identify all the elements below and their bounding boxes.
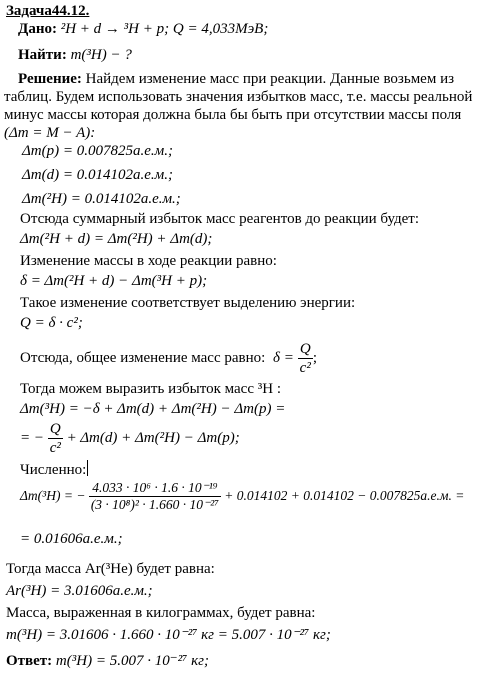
eq-numeric-result: = 0.01606а.е.м.; (20, 531, 123, 547)
eq-numeric-fraction (89, 480, 221, 513)
find-label: Найти: (18, 47, 67, 63)
eq-total-fraction (298, 340, 313, 377)
solution-label: Решение: (18, 71, 82, 87)
text-express: Тогда можем выразить избыток масс ³H : (20, 381, 281, 397)
eq-q: Q = δ · c²; (20, 315, 83, 331)
eq-total-numerator: Q (298, 340, 313, 359)
given-label: Дано: (18, 21, 57, 37)
answer-label: Ответ: (6, 653, 53, 669)
solution-intro-line-2: таблиц. Будем использовать значения избытков масс, т.е. массы реальной (4, 89, 473, 105)
eq-numeric: Δm(³H) = − $\frac{\text{4.033 · 10⁶ · 1.6 · 10⁻¹⁹}}{\text{(3 · 10⁸)² · 1.660 · 10⁻²⁷}}$ + 0.014102 + 0.014102 − 0.007825а.е.м. = (20, 480, 465, 513)
eq-dm-2h: Δm(²H) = 0.014102а.е.м.; (22, 191, 181, 207)
text-mass: Тогда масса Ar(³He) будет равна: (6, 561, 215, 577)
task-title: Задача44.12. (6, 3, 90, 19)
solution-intro-line-4: (Δm = M − A): (4, 125, 96, 141)
eq-numeric-numerator: 4.033 · 10⁶ · 1.6 · 10⁻¹⁹ (89, 480, 221, 497)
answer-expression: m(³H) = 5.007 · 10⁻²⁷ кг; (52, 653, 209, 669)
given-line (18, 20, 268, 38)
eq-express-fraction: $\frac{Q}{\text{c²}}$ (49, 421, 61, 456)
eq-ar: Ar(³H) = 3.01606а.е.м.; (6, 583, 153, 599)
text-cursor (87, 460, 88, 476)
eq-express-2: = − $\frac{Q}{\text{c²}}$ + Δm(d) + Δm(²H) − Δm(p); (20, 421, 240, 456)
text-energy: Такое изменение соответствует выделению энергии: (20, 295, 356, 311)
find-line (18, 46, 132, 64)
eq-sum: Δm(²H + d) = Δm(²H) + Δm(d); (20, 231, 213, 247)
text-total-line: Отсюда, общее изменение масс равно: δ = $\frac{Q}{\text{c²}}$ ; (20, 341, 317, 376)
eq-numeric-denominator: (3 · 10⁸)² · 1.660 · 10⁻²⁷ (90, 497, 219, 513)
eq-kg: m(³H) = 3.01606 · 1.660 · 10⁻²⁷ кг = 5.007 · 10⁻²⁷ кг; (6, 627, 331, 643)
eq-dm-d: Δm(d) = 0.014102а.е.м.; (22, 167, 173, 183)
eq-express-1: Δm(³H) = −δ + Δm(d) + Δm(²H) − Δm(p) = (20, 401, 286, 417)
solution-intro-line-3: минус массы которая должна была бы быть при отсутствии массы поля (4, 107, 462, 123)
text-change: Изменение массы в ходе реакции равно: (20, 253, 277, 269)
find-expression: m(³H) − ? (70, 47, 132, 63)
given-expression: ²H + d → ³H + p; Q = 4,033МэВ; (60, 21, 269, 37)
text-numeric: Численно: (20, 462, 87, 478)
answer-line (6, 652, 209, 670)
text-total: Отсюда, общее изменение масс равно: (20, 349, 266, 366)
eq-total-denominator: c² (299, 360, 311, 376)
solution-intro-line-1: Решение: Найдем изменение масс при реакции. Данные возьмем из (18, 71, 455, 87)
eq-dm-p: Δm(p) = 0.007825а.е.м.; (22, 143, 173, 159)
text-numeric-line (20, 460, 88, 479)
eq-delta: δ = Δm(²H + d) − Δm(³H + p); (20, 273, 208, 289)
eq-total-lhs: δ = (273, 349, 294, 366)
text-kg: Масса, выраженная в килограммах, будет равна: (6, 605, 316, 621)
text-sum: Отсюда суммарный избыток масс реагентов до реакции будет: (20, 211, 420, 227)
